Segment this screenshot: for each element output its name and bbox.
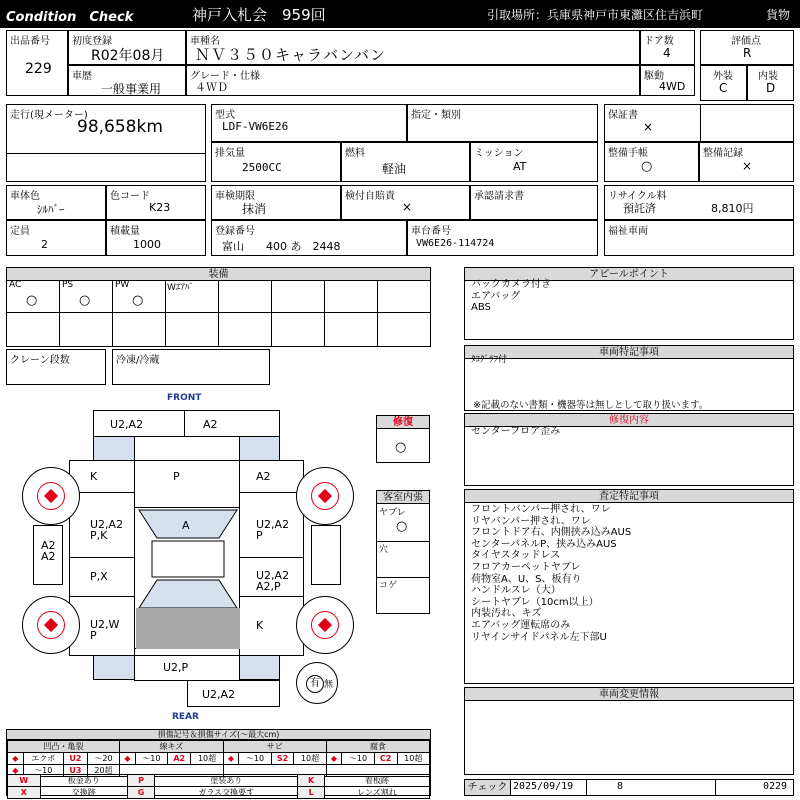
side-panel-left bbox=[33, 525, 63, 585]
chassis-box bbox=[407, 220, 598, 256]
legend-cell: 〜10 bbox=[135, 753, 167, 765]
legend-code: P bbox=[127, 775, 154, 787]
welfare-box bbox=[604, 220, 794, 256]
rear-bumper bbox=[187, 680, 280, 707]
plate-label: 登録番号 bbox=[215, 226, 255, 237]
legend-group-corrosion: 腐食 bbox=[326, 741, 429, 753]
roof-area bbox=[134, 507, 240, 649]
mileage-value: 98,658km bbox=[77, 117, 163, 137]
mission-value: AT bbox=[513, 160, 527, 173]
maint-record-box bbox=[699, 142, 794, 182]
fuel-box bbox=[341, 142, 470, 182]
plate-value: 富山 400 あ 2448 bbox=[222, 240, 341, 253]
legend-group-rust: サビ bbox=[223, 741, 326, 753]
load-box bbox=[106, 220, 206, 256]
legend-code: S2 bbox=[271, 753, 294, 765]
wheel-front-right-icon bbox=[296, 467, 354, 525]
legend-cell: レンズ割れ bbox=[324, 787, 429, 799]
legend-cell: 20超 bbox=[87, 765, 119, 777]
drive-box bbox=[640, 65, 695, 96]
car-name-label: 車種名 bbox=[190, 36, 220, 47]
mission-label: ミッション bbox=[474, 148, 524, 159]
cell-text: A2 bbox=[203, 418, 218, 431]
recycle-box bbox=[604, 185, 794, 220]
freezer-label: 冷凍/冷蔵 bbox=[116, 355, 160, 366]
wheel-rear-right-icon bbox=[296, 596, 354, 654]
first-reg-box bbox=[68, 30, 186, 65]
warranty-value: × bbox=[643, 120, 654, 134]
legend-cell: 10超 bbox=[397, 753, 429, 765]
chassis-label: 車台番号 bbox=[411, 226, 451, 237]
maint-record-label: 整備記録 bbox=[703, 148, 743, 159]
fuel-value: 軽油 bbox=[382, 162, 407, 176]
exterior-value: C bbox=[719, 81, 728, 95]
wheel-front-left-icon bbox=[22, 467, 80, 525]
equipment-panel bbox=[6, 267, 431, 347]
color-label: 車体色 bbox=[10, 191, 40, 202]
legend-group-dent: 凹凸・亀裂 bbox=[8, 741, 120, 753]
history-label: 車歴 bbox=[72, 71, 92, 82]
cell-text: P,X bbox=[90, 570, 108, 583]
auction-title: 神戸入札会 959回 bbox=[192, 6, 326, 24]
warranty-box bbox=[604, 104, 794, 142]
model-label: 型式 bbox=[215, 110, 235, 121]
legend-cell: ガラス交換要す bbox=[155, 787, 298, 799]
inspection-notes-panel bbox=[464, 489, 794, 684]
welfare-label: 福祉車両 bbox=[608, 226, 648, 237]
cell-text: U2,A2 bbox=[202, 688, 236, 701]
legend-code: G bbox=[127, 787, 154, 799]
cell-text: A bbox=[182, 519, 190, 532]
legend-cell: 交換跡 bbox=[40, 787, 127, 799]
insurance-value: × bbox=[402, 200, 413, 214]
grade-box bbox=[186, 65, 640, 96]
displacement-label: 排気量 bbox=[215, 148, 245, 159]
mileage-box bbox=[6, 104, 206, 182]
cell-text: U2,A2 P,K bbox=[90, 518, 124, 542]
legend-group-scratch: 線キズ bbox=[120, 741, 224, 753]
repair-content-panel bbox=[464, 413, 794, 486]
legend-code: L bbox=[298, 787, 324, 799]
inspection-notes-text: フロントバンパー押され、ワレ リヤバンパー押され、ワレ フロントドア右、内側挟み込みAUS センターパネルP、挟み込みAUS タイヤスタッドレス フロアカーペットヤブレ 荷物室A、U、S、板有り ハンドルスレ（大） シートヤブレ（10cm以上） 内装汚れ、キズ エアバッグ運転席のみ リヤインサイドパネル左下部U bbox=[471, 504, 632, 643]
color-code-value: K23 bbox=[149, 201, 171, 214]
legend-cell: 〜20 bbox=[87, 753, 119, 765]
insurance-box bbox=[341, 185, 470, 220]
car-name-box bbox=[186, 30, 640, 65]
repair-box bbox=[376, 415, 430, 463]
recycle-label: リサイクル料 bbox=[608, 191, 667, 202]
crane-box bbox=[6, 349, 106, 385]
pickup-location: 引取場所：兵庫県神戸市東灘区住吉浜町 bbox=[487, 8, 704, 22]
legend-code: A2 bbox=[168, 753, 191, 765]
load-value: 1000 bbox=[133, 238, 161, 251]
special-panel bbox=[464, 345, 794, 411]
front-label: FRONT bbox=[167, 393, 202, 403]
color-box bbox=[6, 185, 106, 220]
door-rear-right bbox=[239, 596, 304, 656]
legend-title: 損傷記号＆損傷サイズ(〜最大cm) bbox=[7, 730, 430, 740]
displacement-value: 2500CC bbox=[242, 161, 282, 174]
check-code: 0229 bbox=[763, 781, 788, 792]
front-bumper-left bbox=[93, 410, 185, 437]
mileage-label: 走行(現メーター) bbox=[10, 110, 88, 121]
legend-cell: エクボ bbox=[23, 753, 63, 765]
special-title: 車両特記事項 bbox=[465, 346, 793, 359]
history-box bbox=[68, 65, 186, 96]
maint-record-value: × bbox=[742, 159, 753, 173]
repair-title: 修復 bbox=[377, 416, 429, 429]
changes-title: 車両変更情報 bbox=[465, 688, 793, 701]
capacity-box bbox=[6, 220, 106, 256]
car-name-value: ＮＶ３５０キャラバンバン bbox=[195, 46, 386, 64]
fuel-label: 燃料 bbox=[345, 148, 365, 159]
interior-label: 内装 bbox=[758, 71, 778, 82]
spare-yes: 有 bbox=[306, 675, 324, 693]
special-footer: ※記載のない書類・機器等は無しとして取り扱います。 bbox=[473, 400, 709, 411]
check-label: チェック bbox=[465, 780, 511, 795]
first-reg-value: R02年08月 bbox=[91, 48, 165, 64]
freezer-box bbox=[112, 349, 270, 385]
model-box bbox=[211, 104, 407, 142]
drive-value: 4WD bbox=[659, 80, 686, 93]
cell-text: K bbox=[256, 619, 264, 632]
legend-code: W bbox=[8, 775, 41, 787]
legend-codes-table bbox=[7, 774, 430, 799]
lamp-rl bbox=[93, 655, 135, 680]
legend-code: C2 bbox=[374, 753, 397, 765]
check-date: 2025/09/19 bbox=[513, 781, 574, 792]
equip-ps-value: ○ bbox=[79, 293, 91, 308]
lot-label: 出品番号 bbox=[10, 36, 50, 47]
wheel-rear-left-icon bbox=[22, 596, 80, 654]
fender-front-right bbox=[239, 460, 304, 493]
brand-title: Condition Check bbox=[6, 10, 134, 25]
designation-label: 指定・類別 bbox=[411, 110, 461, 121]
equip-pw-label: PW bbox=[115, 280, 130, 290]
category-label: 貨物 bbox=[766, 8, 791, 22]
grade-label: グレード・仕様 bbox=[190, 71, 260, 82]
legend-code: K bbox=[298, 775, 324, 787]
legend-code: X bbox=[8, 787, 41, 799]
legend-diamond-icon: ◆ bbox=[326, 753, 342, 765]
header-bar bbox=[0, 0, 800, 28]
lamp-fr bbox=[239, 436, 280, 461]
maint-value: ○ bbox=[641, 159, 653, 174]
grade-value: ４ＷＤ bbox=[195, 81, 228, 94]
lamp-rr bbox=[239, 655, 280, 680]
chassis-value: VW6E26-114724 bbox=[416, 238, 495, 249]
door-middle-left bbox=[69, 557, 135, 597]
side-panel-right bbox=[311, 525, 341, 585]
legend-cell: 塗装あり bbox=[155, 775, 298, 787]
interior-box bbox=[747, 65, 794, 101]
cell-text: A2 bbox=[256, 470, 271, 483]
cell-text: K bbox=[90, 470, 98, 483]
cell-text: U2,P bbox=[163, 661, 189, 674]
legend-code: U3 bbox=[63, 765, 87, 777]
equip-ps-label: PS bbox=[62, 280, 74, 290]
doors-value: 4 bbox=[663, 46, 671, 60]
spare-tire-icon bbox=[296, 662, 338, 704]
score-box bbox=[700, 30, 794, 65]
door-front-right bbox=[239, 492, 304, 558]
doors-label: ドア数 bbox=[644, 36, 674, 47]
designation-box bbox=[407, 104, 598, 142]
cabin-burn-label: コゲ bbox=[379, 581, 398, 591]
spare-none: 無 bbox=[324, 680, 334, 690]
rear-label: REAR bbox=[172, 712, 199, 722]
appeal-panel bbox=[464, 267, 794, 340]
cell-text: U2,W P bbox=[90, 618, 120, 642]
load-label: 積載量 bbox=[110, 226, 140, 237]
legend-panel bbox=[6, 729, 431, 796]
color-code-label: 色コード bbox=[110, 191, 150, 202]
cell-text: U2,A2 A2,P bbox=[256, 569, 290, 593]
capacity-label: 定員 bbox=[10, 226, 30, 237]
legend-diamond-icon: ◆ bbox=[223, 753, 239, 765]
cell-text: A2 A2 bbox=[41, 539, 56, 563]
inspection-box bbox=[211, 185, 341, 220]
inspection-notes-title: 査定特記事項 bbox=[465, 490, 793, 503]
drive-label: 駆動 bbox=[644, 71, 664, 82]
cell-text: U2,A2 bbox=[110, 418, 144, 431]
legend-code: U2 bbox=[63, 753, 87, 765]
maint-label: 整備手帳 bbox=[608, 148, 648, 159]
appeal-title: アピールポイント bbox=[465, 268, 793, 281]
displacement-box bbox=[211, 142, 341, 182]
cabin-tear-label: ヤブレ bbox=[379, 508, 406, 518]
plate-box bbox=[211, 220, 407, 256]
repair-content-text: センターフロア歪み bbox=[471, 426, 561, 437]
legend-diamond-icon: ◆ bbox=[120, 753, 136, 765]
legend-diamond-icon: ◆ bbox=[8, 765, 24, 777]
recycle-status: 預託済 bbox=[623, 202, 656, 215]
door-middle-right bbox=[239, 557, 304, 597]
color-code-box bbox=[106, 185, 206, 220]
first-reg-label: 初度登録 bbox=[72, 36, 112, 47]
equip-pw-value: ○ bbox=[132, 293, 144, 308]
cabin-title: 客室内張 bbox=[377, 491, 429, 504]
front-bumper-right bbox=[184, 410, 280, 437]
cabin-tear-value: ○ bbox=[396, 519, 408, 534]
lamp-fl bbox=[93, 436, 135, 461]
hood bbox=[134, 460, 240, 508]
recycle-fee: 8,810円 bbox=[711, 202, 754, 215]
warranty-label: 保証書 bbox=[608, 110, 638, 121]
history-value: 一般事業用 bbox=[101, 82, 162, 96]
legend-table bbox=[7, 740, 430, 777]
equipment-title: 装備 bbox=[7, 268, 430, 281]
legend-cell: 〜10 bbox=[342, 753, 374, 765]
appeal-text: バックカメラ付き エアバッグ ABS bbox=[471, 279, 551, 313]
repair-value: ○ bbox=[395, 440, 407, 455]
insurance-label: 検付自賠責 bbox=[345, 191, 395, 202]
score-label: 評価点 bbox=[731, 36, 761, 47]
equip-ac-label: AC bbox=[9, 280, 22, 290]
mission-box bbox=[470, 142, 598, 182]
lot-box bbox=[6, 30, 68, 96]
doors-box bbox=[640, 30, 695, 65]
interior-value: D bbox=[766, 81, 776, 95]
score-value: R bbox=[743, 46, 752, 60]
inspection-value: 抹消 bbox=[242, 202, 267, 216]
color-value: ｼﾙﾊﾞｰ bbox=[37, 203, 65, 216]
model-value: LDF-VW6E26 bbox=[222, 120, 289, 133]
approval-box bbox=[470, 185, 598, 220]
cabin-panel bbox=[376, 490, 430, 614]
inspection-label: 車検期限 bbox=[215, 191, 255, 202]
exterior-box bbox=[700, 65, 747, 101]
legend-cell: 〜10 bbox=[239, 753, 271, 765]
check-number: 8 bbox=[617, 781, 624, 792]
crane-label: クレーン段数 bbox=[10, 355, 70, 366]
cell-text: U2,A2 P bbox=[256, 518, 290, 542]
cabin-hole-label: 穴 bbox=[379, 545, 389, 555]
legend-cell: 10超 bbox=[191, 753, 223, 765]
legend-cell: 〜10 bbox=[23, 765, 63, 777]
capacity-value: 2 bbox=[41, 238, 48, 251]
legend-cell: 10超 bbox=[294, 753, 326, 765]
lot-number: 229 bbox=[25, 61, 52, 77]
equip-ac-value: ○ bbox=[26, 293, 38, 308]
maint-box bbox=[604, 142, 699, 182]
legend-cell: 着板跡 bbox=[324, 775, 429, 787]
repair-content-title: 修復内容 bbox=[465, 414, 793, 427]
cell-text: P bbox=[173, 470, 180, 483]
exterior-label: 外装 bbox=[713, 71, 733, 82]
legend-cell: 板金あり bbox=[40, 775, 127, 787]
legend-diamond-icon: ◆ bbox=[8, 753, 24, 765]
special-text: ﾀｺｸﾞﾗﾌ付 bbox=[471, 355, 508, 365]
changes-panel bbox=[464, 687, 794, 775]
footer-bar bbox=[464, 779, 794, 796]
rear-panel bbox=[134, 655, 240, 681]
equip-airbag-label: Wｴｱﾊﾞ bbox=[167, 283, 194, 293]
approval-label: 承認請求書 bbox=[474, 191, 524, 202]
